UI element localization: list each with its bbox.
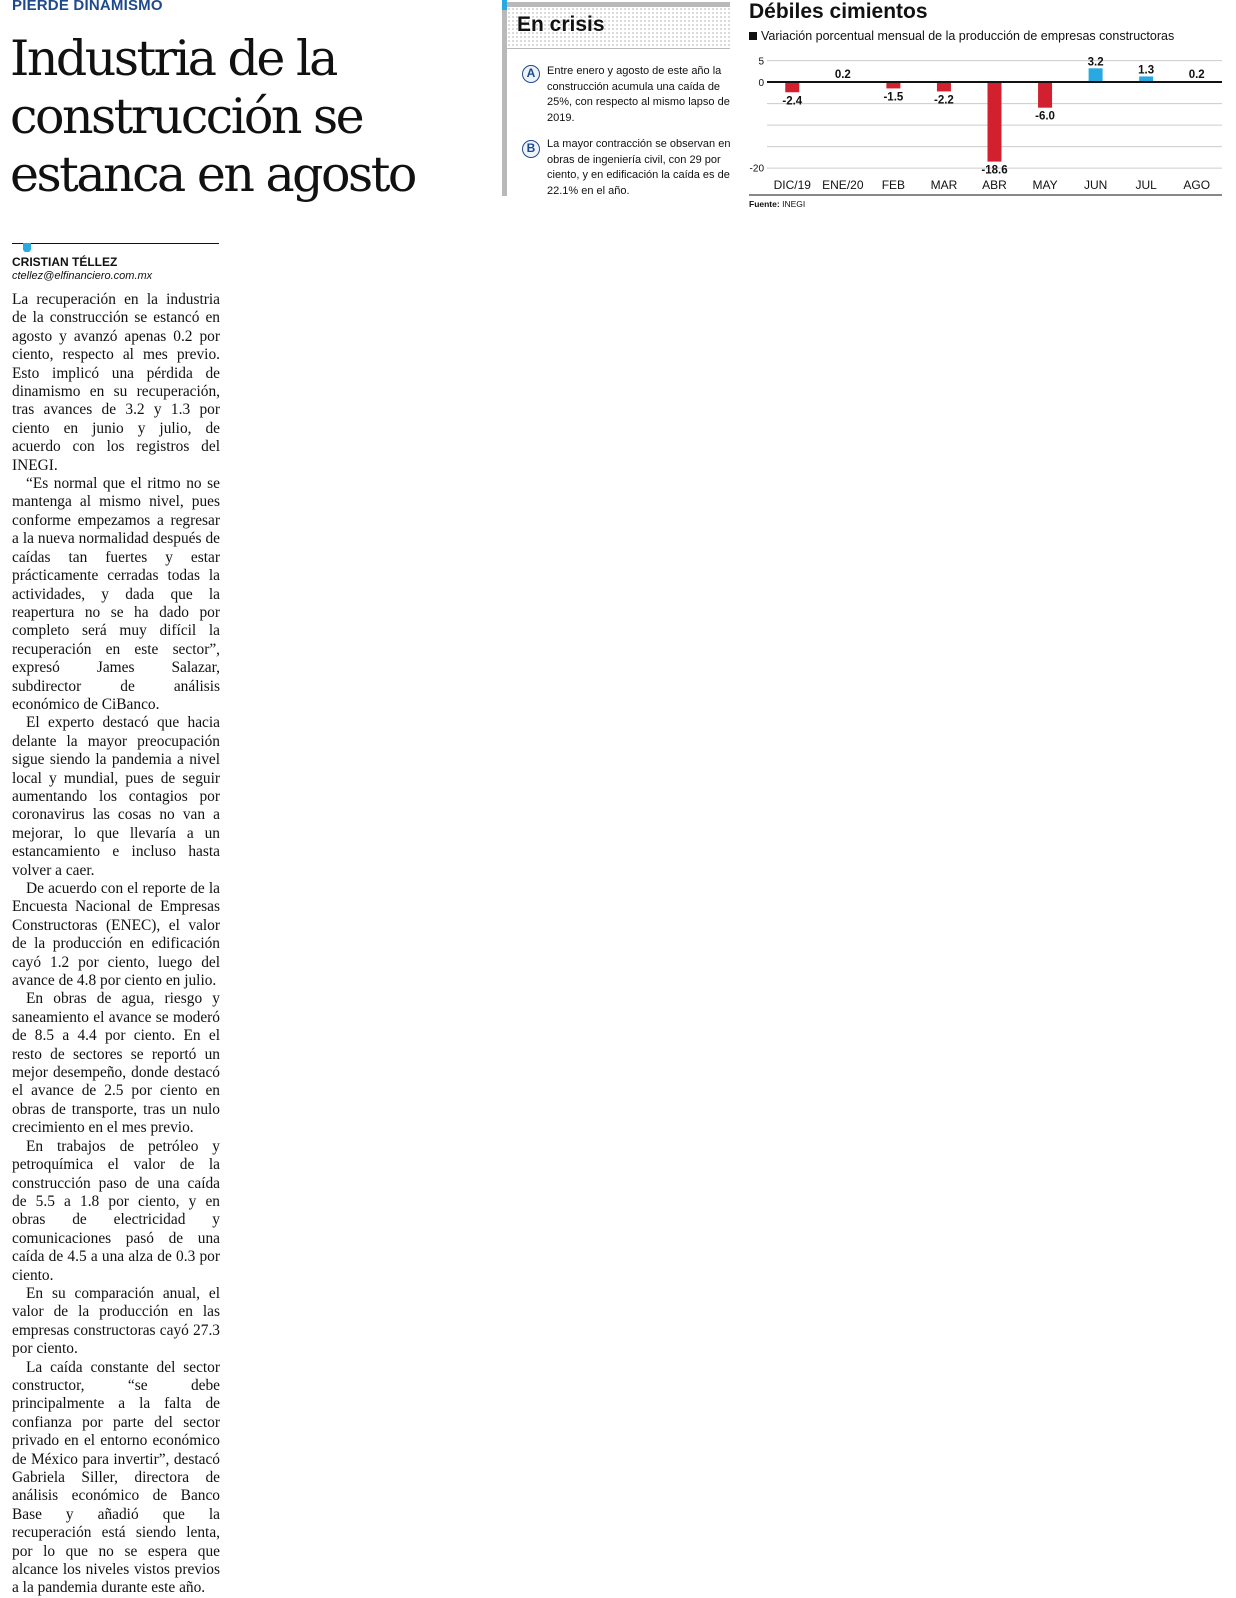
chart-subtitle-text: Variación porcentual mensual de la producción de empresas constructoras [761, 29, 1175, 43]
article-paragraph: En trabajos de petróleo y petroquímica el valor de la construcción paso de una caída de 5.5 a 1.8 por ciento, y en obras de electricidad y comunicaciones pasó de una caída de 4.5 a una alza de 0.3 por ciento. [12, 1137, 220, 1284]
byline-divider [12, 243, 219, 244]
crisis-box-title: En crisis [517, 13, 605, 36]
x-tick-label: AGO [1183, 178, 1211, 192]
section-kicker: PIERDE DINAMISMO [12, 0, 163, 14]
bar-chart [740, 46, 1230, 198]
x-tick-label: MAY [1032, 178, 1058, 192]
byline-email[interactable]: ctellez@elfinanciero.com.mx [12, 270, 153, 282]
x-tick-label: ABR [982, 178, 1007, 192]
bar-mar [937, 82, 951, 91]
crisis-item-a-text: Entre enero y agosto de este año la construcción acumula una caída de 25%, con respecto al mismo lapso de 2019. [547, 65, 730, 124]
subtitle-square-icon [749, 32, 757, 40]
x-tick-label: MAR [930, 178, 958, 192]
article-paragraph: La recuperación en la industria de la construcción se estancó en agosto y avanzó apenas 0.2 por ciento, respecto al mes previo. Esto implicó una pérdida de dinamismo en su recuperación, tras avances de 3.2 y 1.3 por ciento en junio y julio, de acuerdo con los registros del INEGI. [12, 291, 220, 474]
headline: Industria de la construcción se estanca en agosto [10, 30, 415, 203]
article-paragraph: De acuerdo con el reporte de la Encuesta Nacional de Empresas Constructoras (ENEC), el valor de la producción en edificación cayó 1.2 por ciento, luego del avance de 4.8 por ciento en julio. [12, 880, 220, 990]
crisis-badge-a-icon: A [522, 65, 540, 83]
x-tick-label: JUL [1135, 178, 1157, 192]
bar-dic-19 [785, 82, 799, 92]
byline-marker-icon [23, 243, 31, 252]
data-label: -2.4 [782, 95, 803, 108]
x-tick-label: ENE/20 [822, 178, 864, 192]
source-value: INEGI [782, 199, 806, 209]
x-tick-label: DIC/19 [773, 178, 811, 192]
bar-jun [1089, 68, 1103, 82]
article-paragraph: La caída constante del sector constructor, “se debe principalmente a la falta de confianza por parte del sector privado en el entorno económico de México para invertir”, destacó Gabriela Siller, directora de análisis económico de Banco Base y añadió que la recuperación está siendo lenta, por lo que no se espera que alcance los niveles vistos previos a la pandemia durante este año. [12, 1358, 220, 1597]
crisis-item-b-text: La mayor contracción se observan en obras de ingeniería civil, con 29 por ciento, y en edificación la caída es de 22.1% en el año. [547, 138, 731, 197]
article-paragraph: En su comparación anual, el valor de la producción en las empresas constructoras cayó 27.3 por ciento. [12, 1284, 220, 1358]
y-tick-label: 5 [758, 56, 764, 68]
y-tick-label: -20 [749, 163, 764, 175]
data-label: 3.2 [1087, 56, 1104, 69]
data-label: -18.6 [981, 164, 1008, 177]
crisis-badge-b-icon: B [522, 140, 540, 158]
bar-may [1038, 82, 1052, 108]
x-tick-label: FEB [881, 178, 906, 192]
x-tick-label: JUN [1083, 178, 1108, 192]
data-label: 0.2 [834, 69, 851, 82]
data-label: -1.5 [883, 91, 904, 104]
data-label: 0.2 [1188, 69, 1205, 82]
source-label: Fuente: [749, 199, 780, 209]
article-body [12, 291, 220, 1598]
y-tick-label: 0 [758, 78, 764, 89]
data-label: 1.3 [1138, 64, 1155, 77]
data-label: -2.2 [934, 94, 954, 107]
bar-abr [988, 82, 1002, 162]
chart-source [749, 199, 805, 209]
chart-title: Débiles cimientos [749, 0, 928, 23]
byline-author: CRISTIAN TÉLLEZ [12, 255, 118, 269]
chart-subtitle [749, 29, 1174, 43]
article-paragraph: En obras de agua, riesgo y saneamiento el avance se moderó de 8.5 a 4.4 por ciento. En el resto de sectores se reportó un mejor desempeño, donde destacó el avance de 2.5 por ciento en obras de transporte, tras un nulo crecimiento en el mes previo. [12, 990, 220, 1137]
data-label: -6.0 [1035, 110, 1055, 123]
article-paragraph: “Es normal que el ritmo no se mantenga al mismo nivel, pues conforme empezamos a regresar a la nueva normalidad después de caídas tan fuertes y estar prácticamente cerradas todas la actividades, y dada que la reapertura no se ha dado por completo será muy difícil la recuperación en este sector”, expresó James Salazar, subdirector de análisis económico de CiBanco. [12, 475, 220, 713]
article-paragraph: El experto destacó que hacia delante la mayor preocupación sigue siendo la pandemia a nivel local y mundial, pues de seguir aumentando los contagios por coronavirus las cosas no van a mejorar, lo que llevaría a un estancamiento e incluso hasta volver a caer. [12, 714, 220, 879]
